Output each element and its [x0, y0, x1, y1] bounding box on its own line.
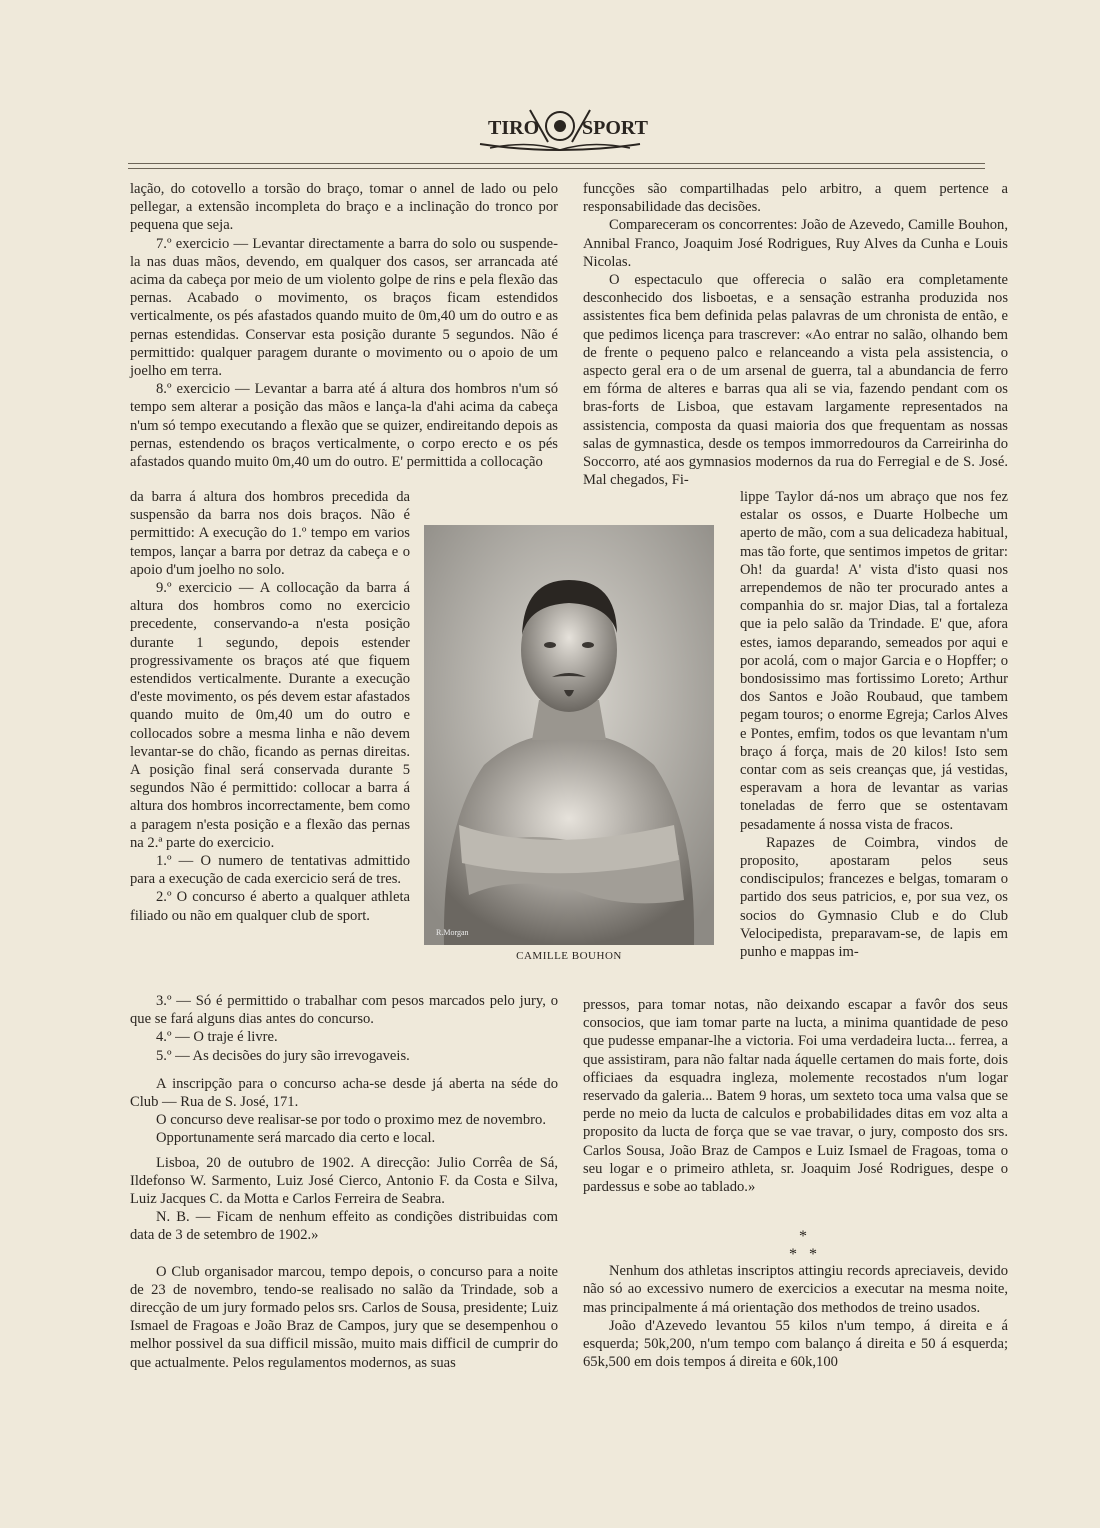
paragraph: 2.º O concurso é aberto a qualquer athleta filiado ou não em qualquer club de sport. — [130, 889, 410, 924]
paragraph: Rapazes de Coimbra, vindos de proposito, apostaram pelos seus condiscipulos; francezes e belgas, tomaram o partido dos seus patricios, e, por sua vez, os socios do Gymnasio Club e do Club Velocipedista, preparavam-se, de lapis em punho e mappas im- — [740, 834, 1008, 961]
left-column-wrap — [130, 488, 410, 925]
paragraph: O concurso deve realisar-se por todo o proximo mez de novembro. — [156, 1112, 546, 1129]
svg-text:TIRO: TIRO — [488, 117, 540, 139]
portrait-photo — [424, 525, 714, 945]
paragraph: 1.º — O numero de tentativas admittido para a execução de cada exercicio será de tres. — [130, 853, 410, 888]
asterism-top: * — [799, 1228, 807, 1245]
paragraph: O Club organisador marcou, tempo depois, o concurso para a noite de 23 de novembro, tendo-se realisado no salão da Trindade, sob a direcção de um jury formado pelos srs. Carlos de Sousa, presidente; Luiz Ismael de Fragoas e João Braz de Campos, jury que se desempenhou o melhor possivel da sua difficil missão, muito mais difficil de cumprir do que actualmente. Pelos regulamentos modernos, as suas — [130, 1263, 558, 1371]
paragraph: 8.º exercicio — Levantar a barra até á altura dos hombros n'um só tempo sem alterar a posição das mãos e lança-la d'ahi acima da cabeça n'um só tempo executando a flexão que se quizer, endireitando depois as pernas, estendendo os braços verticalmente, o corpo erecto e os pés afastados quando muito 0m,40 um do outro. E' permittida a collocação — [130, 381, 558, 471]
paragraph: 7.º exercicio — Levantar directamente a barra do solo ou suspende-la nas duas mãos, devendo, em qualquer dos casos, ser arrancada até acima da cabeça por meio de um violento golpe de rins e pela flexão das pernas. Acabado o movimento, os braços ficam estendidos verticalmente, os pés afastados quando muito de 0m,40 um do outro e as pernas estendidas. Conservar esta posição durante 5 segundos. Não é permittido: qualquer paragem durante o movimento ou o apoio de um joelho em terra. — [130, 235, 558, 380]
header-rule — [128, 163, 985, 164]
right-column-bottom — [583, 996, 1008, 1371]
section-divider — [768, 1228, 838, 1264]
paragraph: 4.º — O traje é livre. — [156, 1029, 278, 1046]
paragraph: da barra á altura dos hombros precedida da suspensão da barra nos dois braços. Não é permittido: A execução do 1.º tempo em varios tempos, lançar a barra por detraz da cabeça e o apoio d'um joelho no solo. — [130, 489, 410, 578]
paragraph: 9.º exercicio — A collocação da barra á altura dos hombros como no exercicio precedente, conservando-a n'esta posição durante 1 segundo, depois estender progressivamente os braços até que fiquem estendidos verticalmente. Durante a execução d'este movimento, os pés devem estar afastados quando muito de 0m,40 um do outro e collocados sobre a mesma linha e não devem levantar-se do chão, ficando as pernas direitas. A posição final será conservada durante 5 segundos Não é permittido: collocar a barra á altura dos hombros incorrectamente, bem como a paragem n'esta posição e a flexão das pernas na 2.ª parte do exercicio. — [130, 580, 410, 851]
left-column-top — [130, 180, 558, 471]
paragraph: O espectaculo que offerecia o salão era completamente desconhecido dos lisboetas, e a sensação estranha produzida nos assistentes fica bem definida pelas palavras de um chronista de então, e que pedimos licença para trascrever: «Ao entrar no salão, olhando bem de frente o pequeno palco e relanceando a vista pela assistencia, o aspecto geral era o de um arsenal de guerra, tal a abundancia de ferro em fórma de alteres e barras qua ali se via, fazendo pendant com os bras-forts de Lisboa, que estavam largamente representados na assistencia, composta da quasi maioria dos que frequentam as nossas salas de gymnastica, desde os tempos immorredouros da Carreirinha do Soccorro, até aos gymnasios modernos da rua do Ferregial e de S. José. Mal chegados, Fi- — [583, 272, 1008, 489]
photo-caption: CAMILLE BOUHON — [516, 950, 622, 962]
paragraph: pressos, para tomar notas, não deixando escapar a favôr dos seus consocios, que iam tomar parte na lucta, a minima quantidade de peso que pudesse empanar-lhe a victoria. Foi uma verdadeira lucta... ferrea, a que assistiram, para não faltar nada áquelle certamen do mais forte, dois officiaes da esquadra ingleza, molemente recostados n'um logar reservado da galeria... Batem 9 horas, um sexteto toca uma valsa que se perde no meio da lucta de calculos e probabilidades ditas em voz alta a proposito da lucta de força que se vae travar, o jury, composto dos srs. Carlos Sousa, João Braz de Campos e Luiz Ismael de Fragoas, toma o seu logar e o primeiro athleta, sr. Joaquim José Rodrigues, despe o pardessus e sobe ao tablado.» — [583, 997, 1008, 1196]
left-column-bottom — [130, 992, 558, 1372]
photo-signature: R.Morgan — [436, 928, 469, 937]
paragraph: 5.º — As decisões do jury são irrevogaveis. — [156, 1047, 410, 1064]
paragraph: funcções são compartilhadas pelo arbitro, a quem pertence a responsabilidade das decisões. — [583, 181, 1008, 216]
masthead-logo — [470, 100, 650, 158]
paragraph: N. B. — Ficam de nenhum effeito as condições distribuidas com data de 3 de setembro de 1902.» — [130, 1209, 558, 1244]
asterism-bottom: * * — [789, 1246, 817, 1263]
header-rule — [128, 168, 985, 169]
right-column-top — [583, 180, 1008, 489]
right-column-wrap — [740, 488, 1008, 961]
paragraph: João d'Azevedo levantou 55 kilos n'um tempo, á direita e á esquerda; 50k,200, n'um tempo com balanço á direita e 50 á esquerda; 65k,500 em dois tempos á direita e 60k,100 — [583, 1317, 1008, 1371]
paragraph: Compareceram os concorrentes: João de Azevedo, Camille Bouhon, Annibal Franco, Joaquim José Rodrigues, Ruy Alves da Cunha e Louis Nicolas. — [583, 217, 1008, 270]
paragraph: Lisboa, 20 de outubro de 1902. A direcção: Julio Corrêa de Sá, Ildefonso W. Sarmento, Luiz José Cierco, Antonio F. da Costa e Silva, Luiz Jacques C. da Motta e Carlos Ferreira de Seabra. — [130, 1154, 558, 1208]
paragraph: lippe Taylor dá-nos um abraço que nos fez estalar os ossos, e Duarte Holbeche um aperto de mão, com a sua delicadeza habitual, mas tão forte, que sentimos impetos de gritar: Oh! da guarda! A' vista d'isto quasi nos arrependemos de não ter procurado antes a companhia do sr. major Dias, tal a fortaleza que ia pelo salão da Trindade. E' que, afora estes, iamos deparando, semeados por aqui e por acolá, com o major Garcia e o Hopffer; o bondosissimo mas fortissimo Loreto; Arthur dos Santos e João Roubaud, que tambem pegam touros; o enorme Egreja; Carlos Alves e Pontes, emfim, todos os que levantam n'um braço á força, mais de 20 kilos! Isto sem contar com as seis creanças que, já vestidas, esperavam a hora de levantar as varias toneladas de ferro que se ostentavam pesadamente á nossa vista de fracos. — [740, 489, 1008, 833]
svg-text:SPORT: SPORT — [582, 117, 648, 139]
paragraph: 3.º — Só é permittido o trabalhar com pesos marcados pelo jury, o que se fará alguns dias antes do concurso. — [130, 993, 558, 1028]
paragraph: Nenhum dos athletas inscriptos attingiu records apreciaveis, devido não só ao excessivo numero de exercicios a executar na mesma noite, mas principalmente á má orientação dos methodos de treino usados. — [583, 1263, 1008, 1316]
paragraph: Opportunamente será marcado dia certo e local. — [156, 1130, 436, 1147]
paragraph: A inscripção para o concurso acha-se desde já aberta na séde do Club — Rua de S. José, 171. — [130, 1075, 558, 1111]
paragraph: lação, do cotovello a torsão do braço, tomar o annel de lado ou pelo pellegar, a extensão incompleta do braço e a inclinação do tronco por pequena que seja. — [130, 181, 558, 234]
